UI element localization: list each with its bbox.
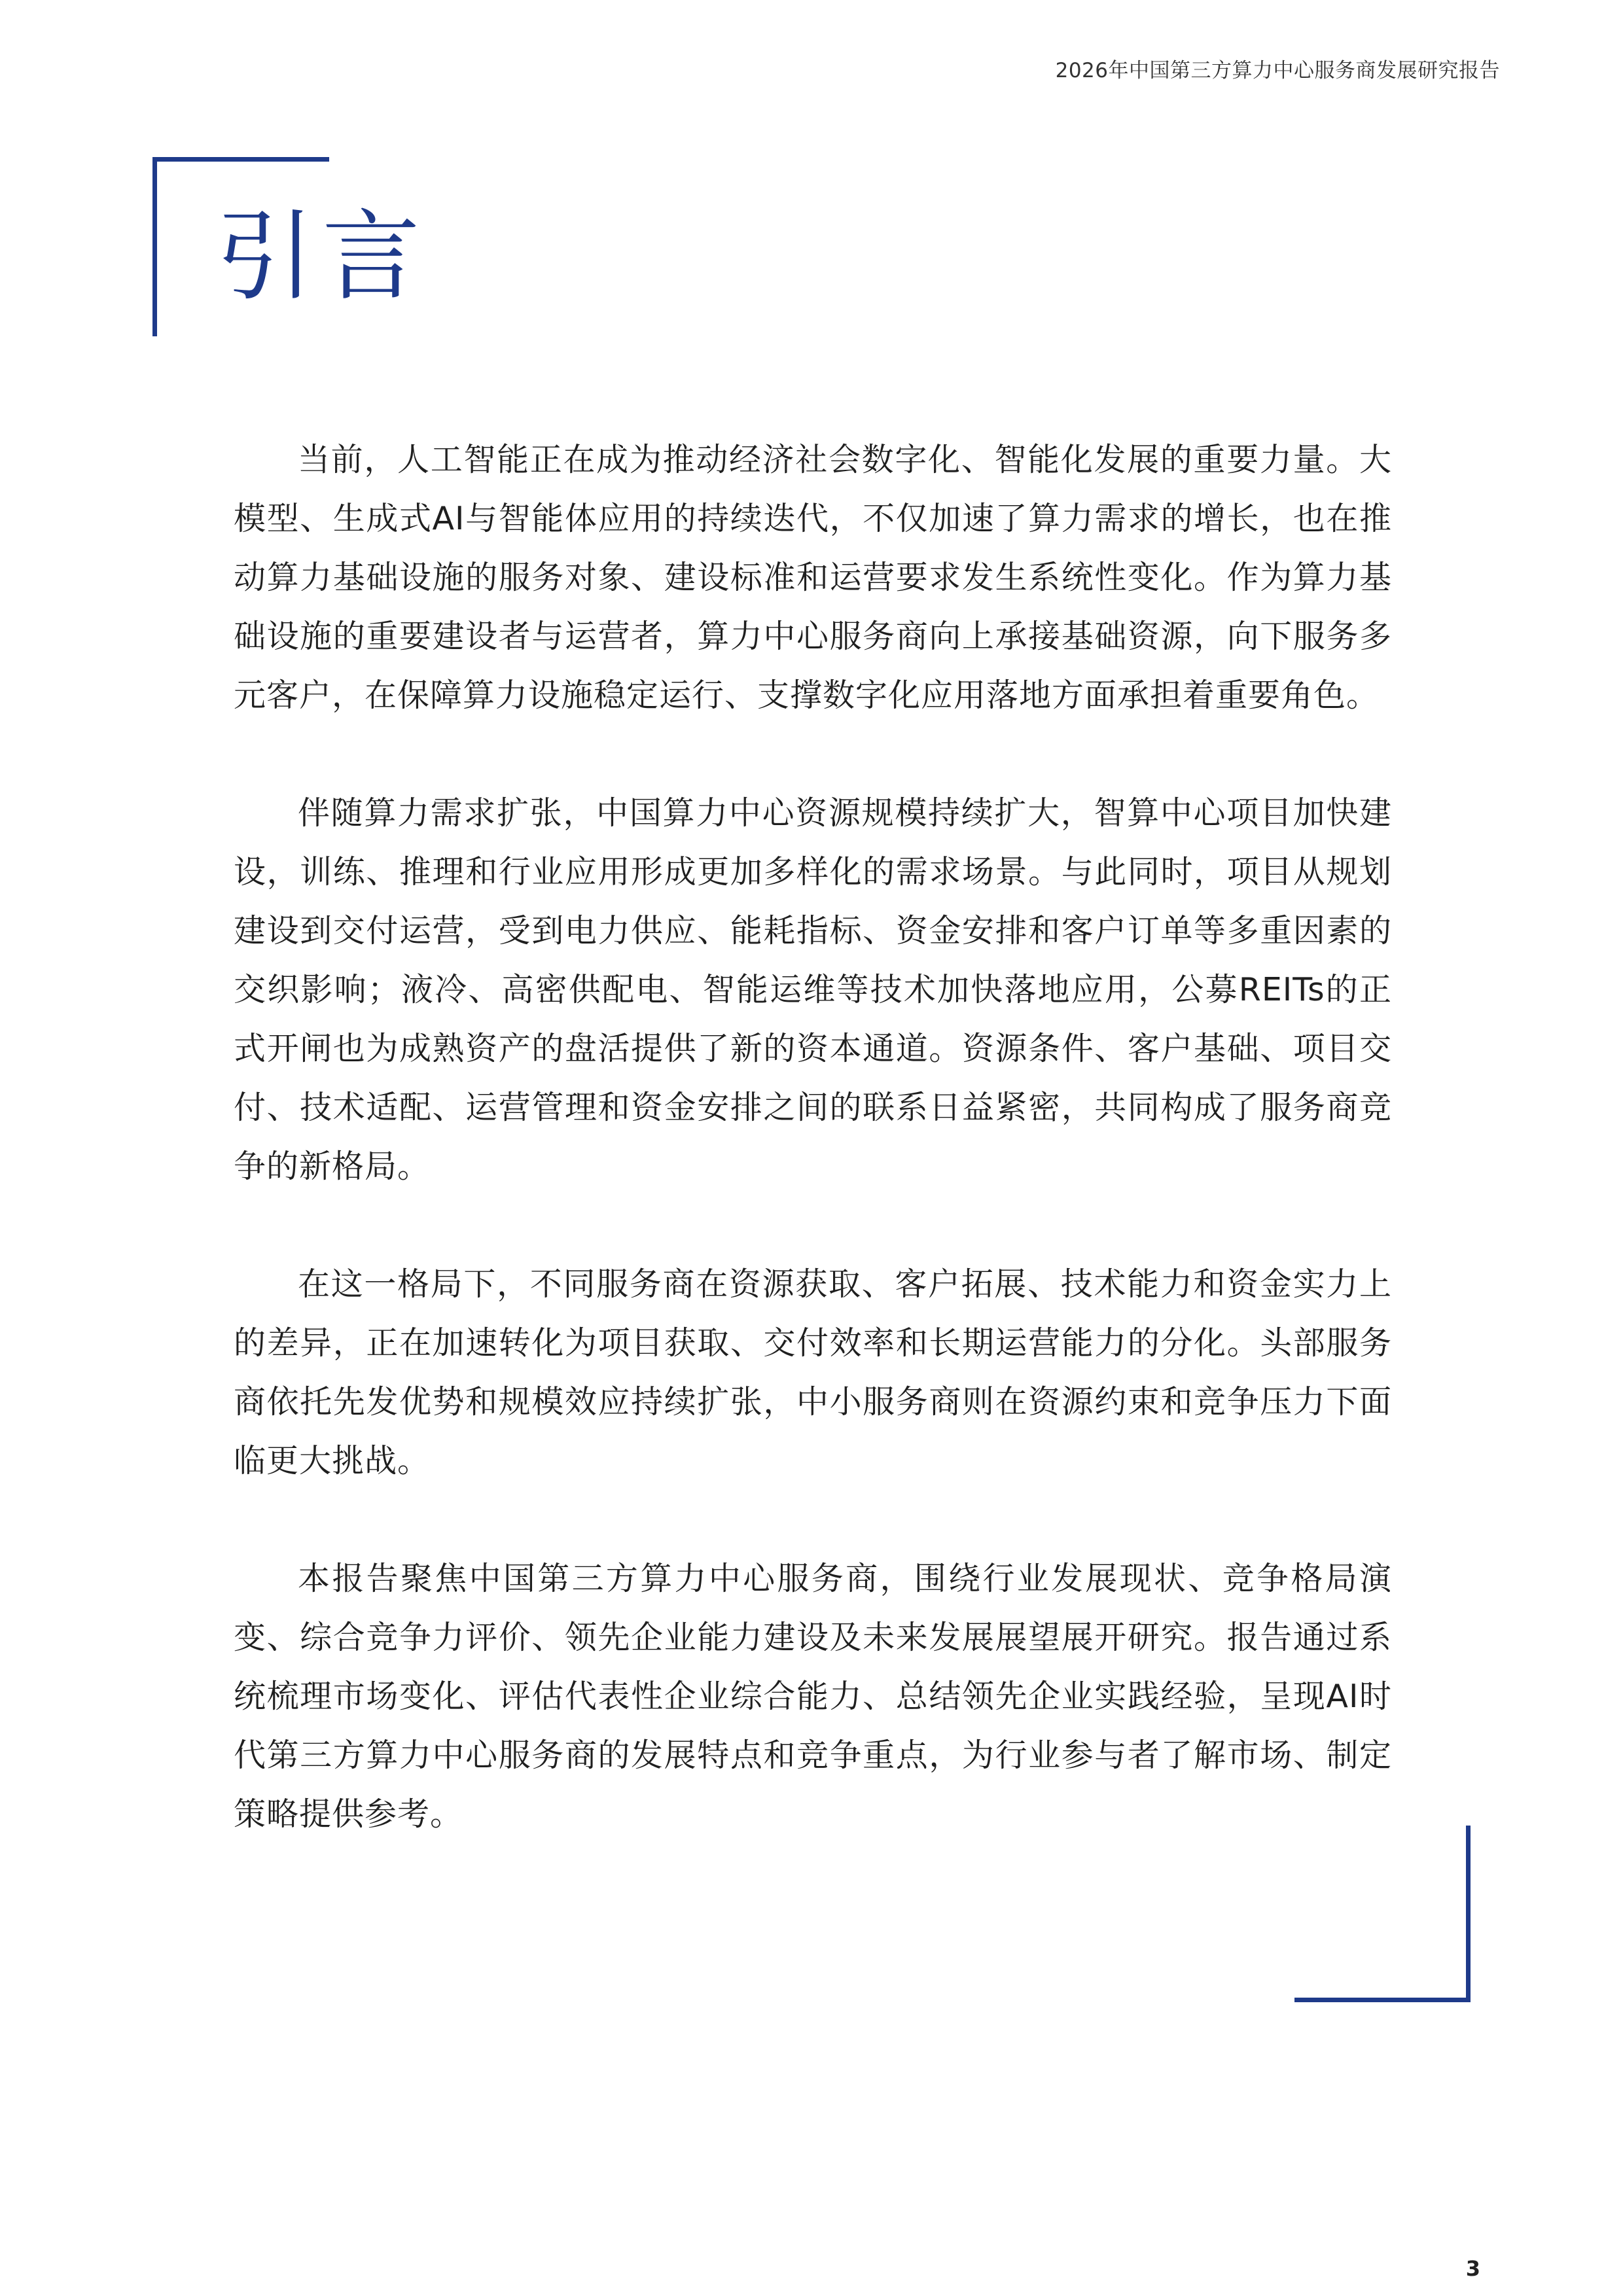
paragraph-3: 在这一格局下，不同服务商在资源获取、客户拓展、技术能力和资金实力上的差异，正在加速转化为项目获取、交付效率和长期运营能力的分化。头部服务商依托先发优势和规模效应持续扩张，中小服务商则在资源约束和竞争压力下面临更大挑战。 — [234, 1265, 1392, 1479]
corner-bracket-top-vertical — [152, 157, 157, 336]
paragraph-1: 当前，人工智能正在成为推动经济社会数字化、智能化发展的重要力量。大模型、生成式AI与智能体应用的持续迭代，不仅加速了算力需求的增长，也在推动算力基础设施的服务对象、建设标准和运营要求发生系统性变化。作为算力基础设施的重要建设者与运营者，算力中心服务商向上承接基础资源，向下服务多元客户，在保障算力设施稳定运行、支撑数字化应用落地方面承担着重要角色。 — [234, 441, 1392, 714]
corner-bracket-bottom-vertical — [1466, 1826, 1471, 2002]
corner-bracket-bottom-horizontal — [1294, 1998, 1471, 2002]
corner-bracket-top-horizontal — [152, 157, 329, 162]
section-title: 引言 — [216, 200, 429, 314]
paragraph-2: 伴随算力需求扩张，中国算力中心资源规模持续扩大，智算中心项目加快建设，训练、推理和行业应用形成更加多样化的需求场景。与此同时，项目从规划建设到交付运营，受到电力供应、能耗指标、资金安排和客户订单等多重因素的交织影响；液冷、高密供配电、智能运维等技术加快落地应用，公募REITs的正式开闸也为成熟资产的盘活提供了新的资本通道。资源条件、客户基础、项目交付、技术适配、运营管理和资金安排之间的联系日益紧密，共同构成了服务商竞争的新格局。 — [234, 794, 1392, 1185]
running-header: 2026年中国第三方算力中心服务商发展研究报告 — [1055, 59, 1500, 82]
body-text — [234, 431, 1392, 1903]
paragraph-4: 本报告聚焦中国第三方算力中心服务商，围绕行业发展现状、竞争格局演变、综合竞争力评价、领先企业能力建设及未来发展展望展开研究。报告通过系统梳理市场变化、评估代表性企业综合能力、总结领先企业实践经验，呈现AI时代第三方算力中心服务商的发展特点和竞争重点，为行业参与者了解市场、制定策略提供参考。 — [234, 1560, 1392, 1833]
page-number: 3 — [1465, 2256, 1480, 2281]
